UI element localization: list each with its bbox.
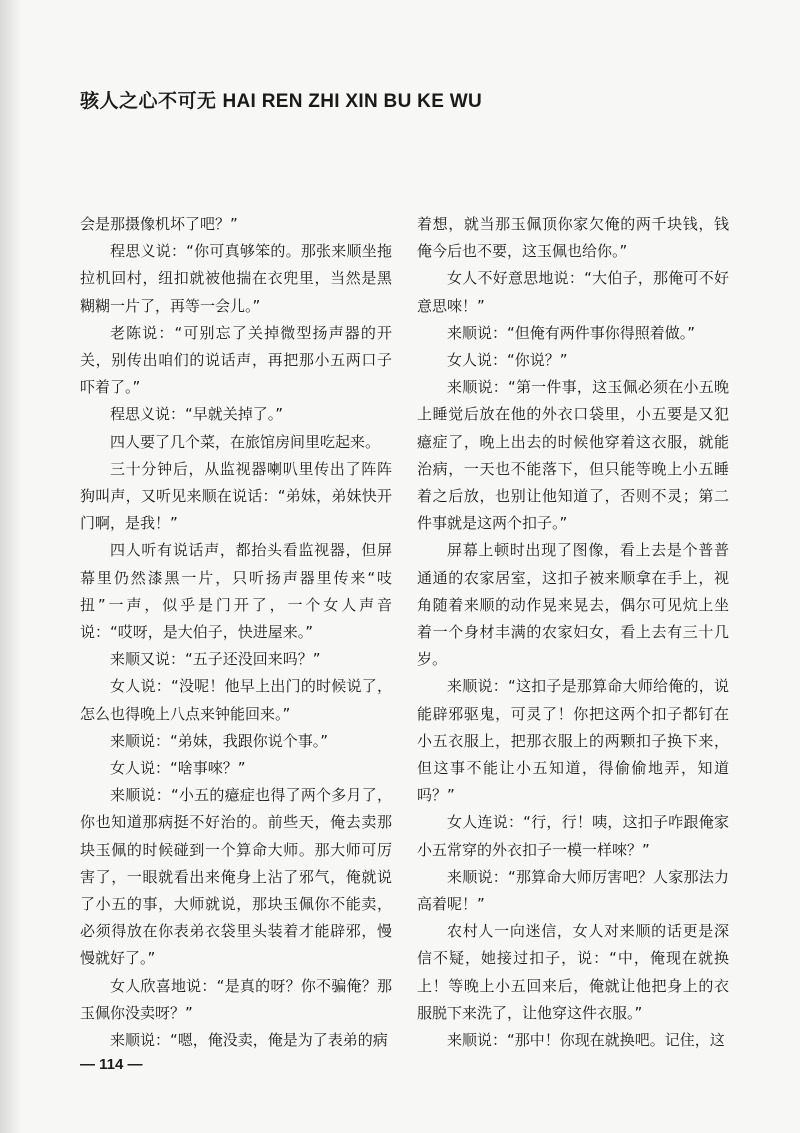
header-title-chinese: 骇人之心不可无: [80, 90, 217, 112]
paragraph: 来顺说：“小五的癔症也得了两个多月了，你也知道那病挺不好治的。前些天，俺去卖那块玉佩的时候碰到一个算命大师。那大师可厉害了，一眼就看出来俺身上沾了邪气，俺就说了小五的事，大师就说，那块玉佩你不能卖，必须得放在你表弟衣袋里头装着才能辟邪，慢慢就好了。”: [80, 786, 392, 968]
paragraph: 来顺说：“这扣子是那算命大师给俺的，说能辟邪驱鬼，可灵了！你把这两个扣子都钉在小五衣服上，把那衣服上的两颗扣子换下来，但这事不能让小五知道，得偷偷地弄，知道吗？”: [417, 677, 729, 805]
paragraph: 来顺说：“那中！你现在就换吧。记住，这: [447, 1031, 725, 1050]
paragraph: 着想，就当那玉佩顶你家欠俺的两千块钱，钱俺今后也不要，这玉佩也给你。”: [417, 215, 729, 261]
paragraph: 老陈说：“可别忘了关掉微型扬声器的开关，别传出咱们的说话声，再把那小五两口子吓着了。”: [80, 323, 392, 397]
paragraph: 女人说：“没呢！他早上出门的时候说了，怎么也得晚上八点来钟能回来。”: [80, 677, 392, 723]
paragraph: 女人连说：“行，行！咦，这扣子咋跟俺家小五常穿的外衣扣子一模一样唻？”: [417, 813, 729, 859]
paragraph: 农村人一向迷信，女人对来顺的话更是深信不疑，她接过扣子，说：“中，俺现在就换上！等晚上小五回来后，俺就让他把身上的衣服脱下来洗了，让他穿这件衣服。”: [417, 922, 729, 1022]
binding-shadow: [0, 0, 22, 1133]
paragraph: 程思义说：“你可真够笨的。那张来顺坐拖拉机回村，纽扣就被他揣在衣兜里，当然是黑糊糊一片了，再等一会儿。”: [80, 242, 392, 315]
paragraph: 屏幕上顿时出现了图像，看上去是个普普通通的农家居室，这扣子被来顺拿在手上，视角随着来顺的动作晃来晃去，偶尔可见炕上坐着一个身材丰满的农家妇女，看上去有三十几岁。: [417, 541, 729, 669]
paragraph: 来顺又说：“五子还没回来吗？”: [110, 650, 321, 669]
paragraph: 女人说：“你说？”: [447, 351, 568, 370]
paragraph: 来顺说：“第一件事，这玉佩必须在小五晚上睡觉后放在他的外衣口袋里，小五要是又犯癔症了，晚上出去的时候他穿着这衣服，就能治病，一天也不能落下，但只能等晚上小五睡着之后放，也别让他知道了，否则不灵；第二件事就是这两个扣子。”: [417, 378, 729, 533]
left-text-column: [80, 211, 392, 1054]
paragraph: 四人听有说话声，都抬头看监视器，但屏幕里仍然漆黑一片，只听扬声器里传来“吱扭”一声，似乎是门开了，一个女人声音说：“哎呀，是大伯子，快进屋来。”: [80, 541, 392, 642]
paragraph: 来顺说：“嗯，俺没卖，俺是为了表弟的病: [110, 1031, 388, 1050]
paragraph: 来顺说：“那算命大师厉害吧？人家那法力高着呢！”: [417, 867, 729, 914]
paragraph: 四人要了几个菜，在旅馆房间里吃起来。: [110, 432, 381, 451]
right-text-column: [417, 211, 729, 1054]
paragraph: 会是那摄像机坏了吧？”: [80, 215, 238, 233]
paragraph: 程思义说：“早就关掉了。”: [110, 405, 284, 424]
paragraph: 三十分钟后，从监视器喇叭里传出了阵阵狗叫声，又听见来顺在说话：“弟妹，弟妹快开门啊，是我！”: [80, 459, 392, 533]
running-header: [80, 86, 482, 113]
paragraph: 来顺说：“但俺有两件事你得照着做。”: [447, 323, 696, 342]
paragraph: 来顺说：“弟妹，我跟你说个事。”: [110, 731, 329, 750]
page-number: — 114 —: [80, 1056, 143, 1073]
paragraph: 女人不好意思地说：“大伯子，那俺可不好意思唻！”: [417, 269, 729, 315]
header-title-pinyin: HAI REN ZHI XIN BU KE WU: [222, 91, 482, 112]
paragraph: 女人说：“啥事唻？”: [110, 759, 246, 778]
paragraph: 女人欣喜地说：“是真的呀？你不骗俺？那玉佩你没卖呀？”: [80, 976, 392, 1022]
